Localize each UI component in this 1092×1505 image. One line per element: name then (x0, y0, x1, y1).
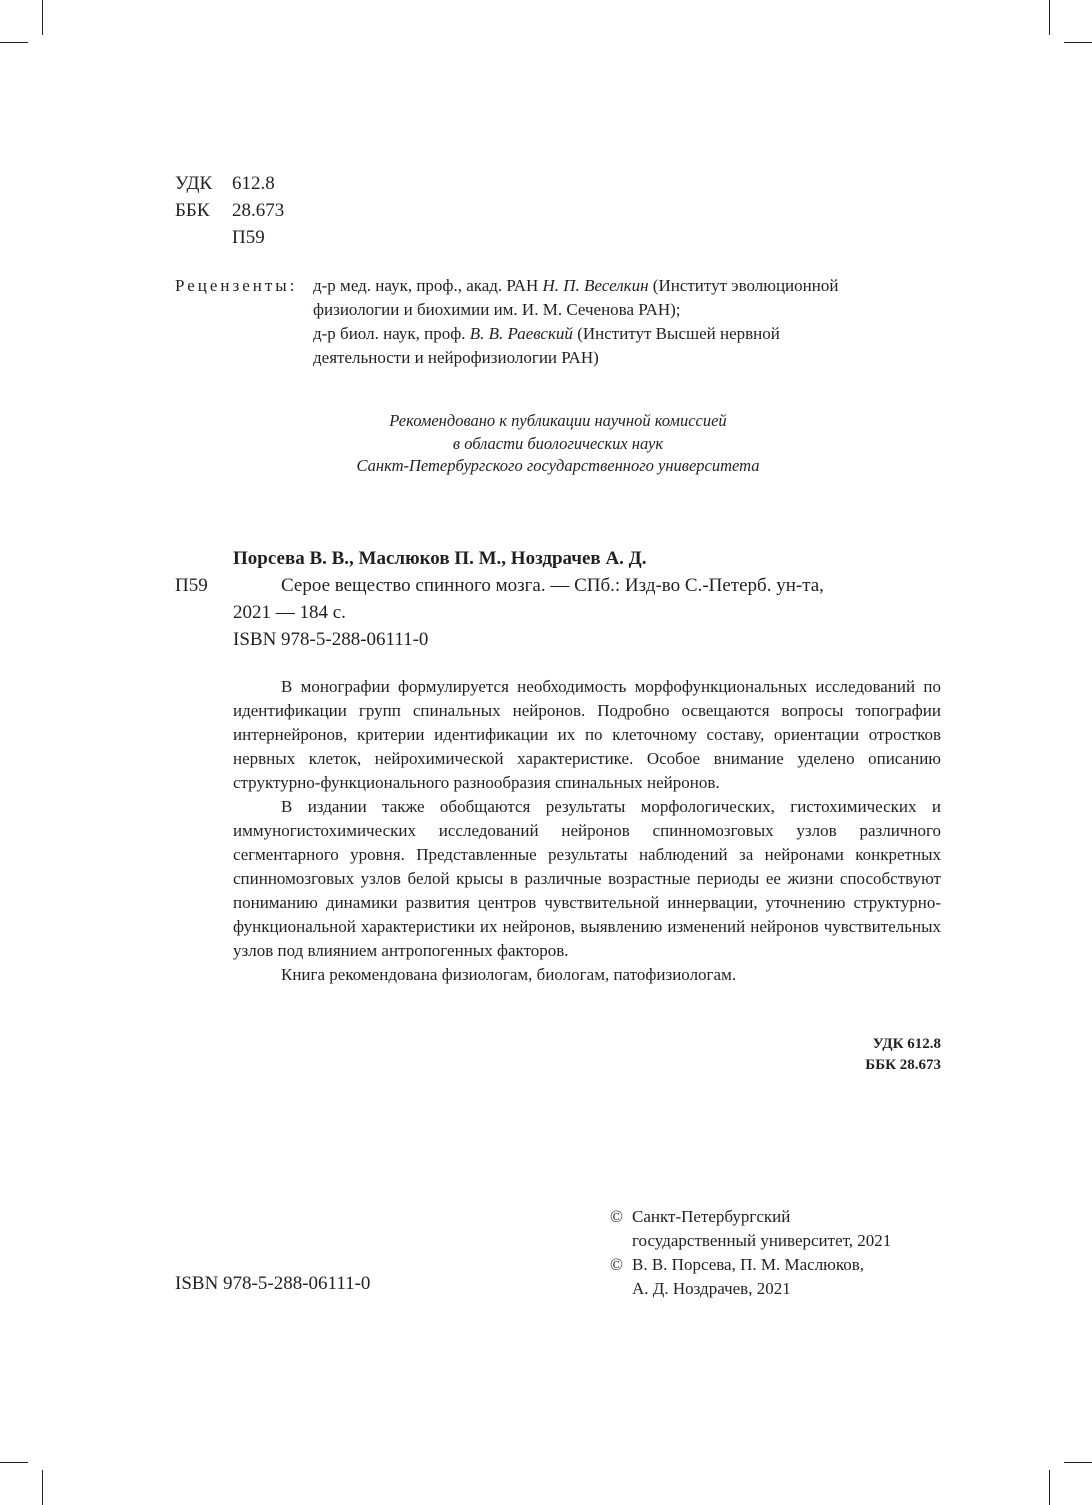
bbk-value: 28.673 (232, 200, 285, 221)
book-title-line-1: Серое вещество спинного мозга. — СПб.: Изд-во С.-Петерб. ун-та, (281, 575, 824, 596)
crop-mark (0, 1462, 28, 1463)
copyright-2-line-1: В. В. Порсева, П. М. Маслюков, (632, 1255, 865, 1274)
bbk-row (175, 197, 284, 224)
bibliography-mark: П59 (175, 575, 208, 596)
footer-isbn: ISBN 978-5-288-06111-0 (175, 1273, 371, 1294)
classification-block (175, 170, 284, 251)
crop-mark (1064, 42, 1092, 43)
author-mark-row (175, 224, 284, 251)
udk-label: УДК (175, 173, 213, 194)
abstract (233, 675, 941, 987)
copyright-symbol: © (610, 1255, 623, 1274)
copyright-block-1 (610, 1205, 891, 1253)
crop-mark (1049, 0, 1050, 35)
reviewer-1-line-2: физиологии и биохимии им. И. М. Сеченова РАН); (313, 300, 681, 319)
reviewer-2-line-1: д-р биол. наук, проф. В. В. Раевский (Институт Высшей нервной (313, 324, 780, 343)
abstract-paragraph-1: В монографии формулируется необходимость морфофункциональных исследований по идентификации групп спинальных нейронов. Подробно освещаются вопросы топографии интернейронов, критерии идентификации их по клеточному составу, ориентации отростков нервных клеток, нейрохимической характеристике. Особое внимание уделено описанию структурно-функционального разнообразия спинальных нейронов. (233, 677, 941, 792)
abstract-udk: УДК 612.8 (872, 1036, 941, 1052)
copyright-1-line-2: государственный университет, 2021 (632, 1231, 892, 1250)
crop-mark (1064, 1462, 1092, 1463)
recommendation-line-2: в области биологических наук (452, 433, 664, 453)
bibliography-body (233, 572, 941, 653)
crop-mark (42, 1470, 43, 1505)
authors-heading: Порсева В. В., Маслюков П. М., Ноздрачев А. Д. (233, 548, 647, 569)
recommendation-block (175, 410, 941, 478)
crop-mark (1049, 1470, 1050, 1505)
abstract-classification (700, 1034, 941, 1076)
recommendation-line-1: Рекомендовано к публикации научной комиссией (389, 411, 727, 430)
crop-mark (42, 0, 43, 35)
reviewer-2-name: В. В. Раевский (469, 324, 573, 343)
book-title-line-2: 2021 — 184 с. (233, 602, 346, 623)
reviewer-1-line-1: д-р мед. наук, проф., акад. РАН Н. П. Веселкин (Институт эволюционной (313, 276, 839, 295)
copyright-block-2 (610, 1253, 864, 1301)
reviewers-text (313, 274, 933, 370)
reviewers-label: Рецензенты: (175, 276, 298, 295)
udk-row (175, 170, 284, 197)
copyright-1-line-1: Санкт-Петербургский (632, 1207, 791, 1226)
abstract-paragraph-2: В издании также обобщаются результаты морфологических, гистохимических и иммуногистохимических исследований нейронов спинномозговых узлов различного сегментарного уровня. Представленные результаты наблюдений за нейронами конкретных спинномозговых узлов белой крысы в различные возрастные периоды ее жизни способствуют пониманию динамики развития центров чувствительной иннервации, уточнению структурно-функциональной характеристики их нейронов, выявлению изменений нейронов чувствительных узлов под влиянием антропогенных факторов. (233, 797, 941, 960)
reviewer-1-name: Н. П. Веселкин (542, 276, 649, 295)
abstract-paragraph-3: Книга рекомендована физиологам, биологам, патофизиологам. (281, 965, 737, 984)
bbk-label: ББК (175, 200, 210, 221)
reviewer-2-line-2: деятельности и нейрофизиологии РАН) (313, 348, 599, 367)
abstract-bbk: ББК 28.673 (865, 1057, 941, 1073)
recommendation-line-3: Санкт-Петербургского государственного университета (356, 456, 760, 475)
book-isbn: ISBN 978-5-288-06111-0 (233, 629, 429, 650)
udk-value: 612.8 (232, 173, 275, 194)
author-mark: П59 (232, 227, 265, 248)
crop-mark (0, 42, 28, 43)
copyright-2-line-2: А. Д. Ноздрачев, 2021 (632, 1279, 791, 1298)
copyright-symbol: © (610, 1207, 623, 1226)
